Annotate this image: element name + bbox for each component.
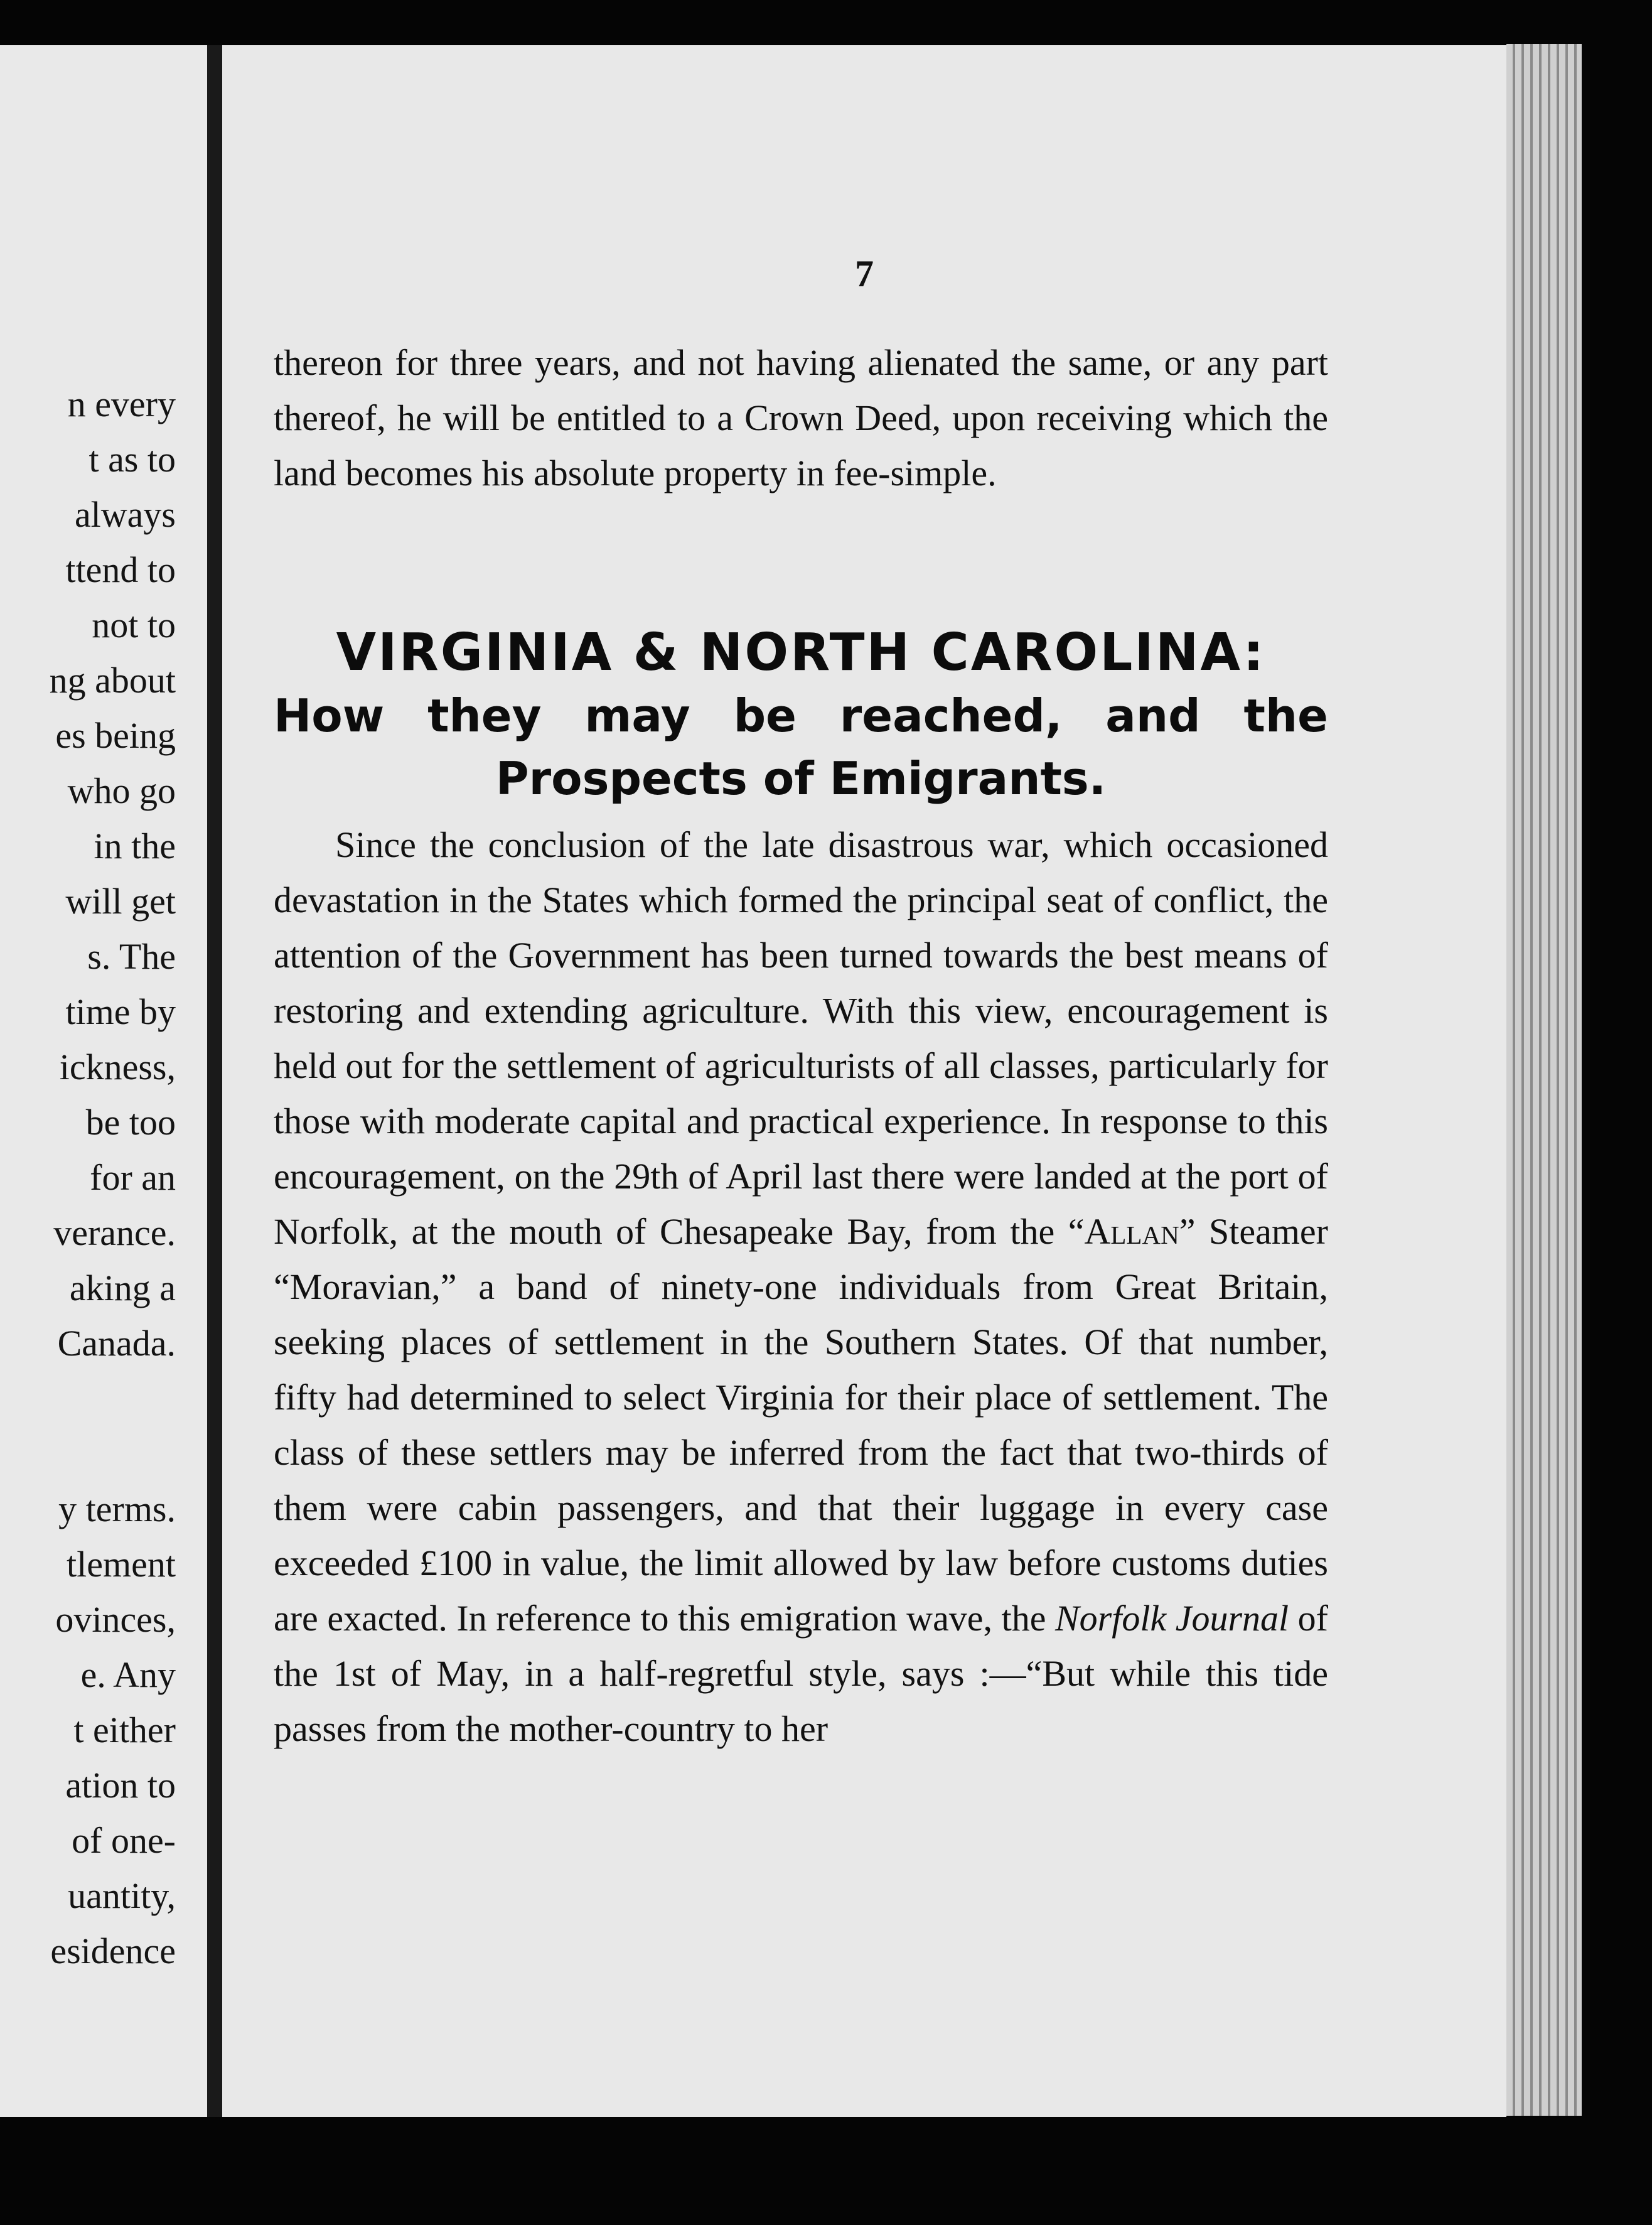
left-page-block-2-line: ation to [65,1765,176,1806]
paragraph-continued: thereon for three years, and not having alienated the same, or any part thereof, he will be entitled to a Crown Deed, upon receiving which the land becomes his absolute property in fee-simple. [274,342,1328,493]
left-page-block-1-line: always [74,494,176,535]
left-page-block-2-line: esidence [50,1931,176,1971]
left-page-block-2-line: e. Any [80,1654,176,1695]
left-page-block-1-line: s. The [87,936,176,977]
left-page-fragment [0,45,207,2117]
steamer-line-name: Allan [1084,1211,1179,1252]
body-text-part-2: ” Steamer “Moravian,” a band of ninety-one individuals from Great Britain, seeking places of settlement in the Southern States. Of that number, fifty had determined to select Virginia for their place of settlement. The class of these settlers may be inferred from the fact that two-thirds of them were cabin passengers, and that their luggage in every case exceeded £100 in value, the limit allowed by law before customs duties are exacted. In reference to this emigration wave, the [274,1211,1328,1639]
left-page-block-2-line: t either [73,1710,176,1750]
left-page-block-2-line: of one- [72,1820,176,1861]
left-page-block-2-line: uantity, [68,1875,176,1916]
left-page-block-1-line: aking a [69,1268,176,1308]
left-page-block-1-line: ttend to [65,549,176,590]
left-page-block-1-line: ickness, [59,1047,176,1087]
heading-line-3: Prospects of Emigrants. [495,752,1107,805]
left-page-block-1-line: who go [67,770,176,811]
left-page-block-1-line: time by [65,991,176,1032]
left-page-block-1-line: verance. [53,1212,176,1253]
heading-line-1: VIRGINIA & NORTH CAROLINA: [336,623,1266,682]
body-paragraph [274,817,1328,1757]
body-text-part-1: Since the conclusion of the late disastrous war, which occasioned devastation in the States which formed the principal seat of conflict, the attention of the Government has been turned towards the best means of restoring and extending agriculture. With this view, encouragement is held out for the settlement of agriculturists of all classes, particularly for those with moderate capital and practical experience. In response to this encouragement, on the 29th of April last there were landed at the port of Norfolk, at the mouth of Chesapeake Bay, from the “ [274,824,1328,1252]
section-heading [274,622,1328,810]
left-page-block-1-line: Canada. [57,1323,176,1364]
left-page-block-1-line: be too [85,1102,176,1143]
left-page-text-block-1 [50,377,176,1371]
book-gutter [207,45,222,2117]
left-page-block-1-line: for an [90,1157,176,1198]
body-text-part-3: of the 1st of May, in a half-regretful style, says :—“But while this tide passes from the mother-country to her [274,1598,1328,1749]
page-number: 7 [855,253,874,294]
page-edges [1506,44,1582,2116]
left-page-block-1-line: n every [67,384,176,424]
newspaper-title: Norfolk Journal [1054,1598,1289,1639]
left-page-block-1-line: es being [55,715,176,756]
left-page-text-block-2 [50,1482,176,1979]
left-page-block-1-line: ng about [49,660,176,701]
main-page [222,45,1506,2117]
left-page-block-1-line: t as to [88,439,176,480]
left-page-block-2-line: tlement [67,1544,176,1585]
left-page-block-1-line: not to [92,605,176,645]
left-page-block-1-line: in the [94,826,176,866]
heading-line-2: How they may be reached, and the [274,689,1328,742]
left-page-block-1-line: will get [65,881,176,922]
left-page-block-2-line: ovinces, [55,1599,176,1640]
left-page-block-2-line: y terms. [58,1489,176,1529]
